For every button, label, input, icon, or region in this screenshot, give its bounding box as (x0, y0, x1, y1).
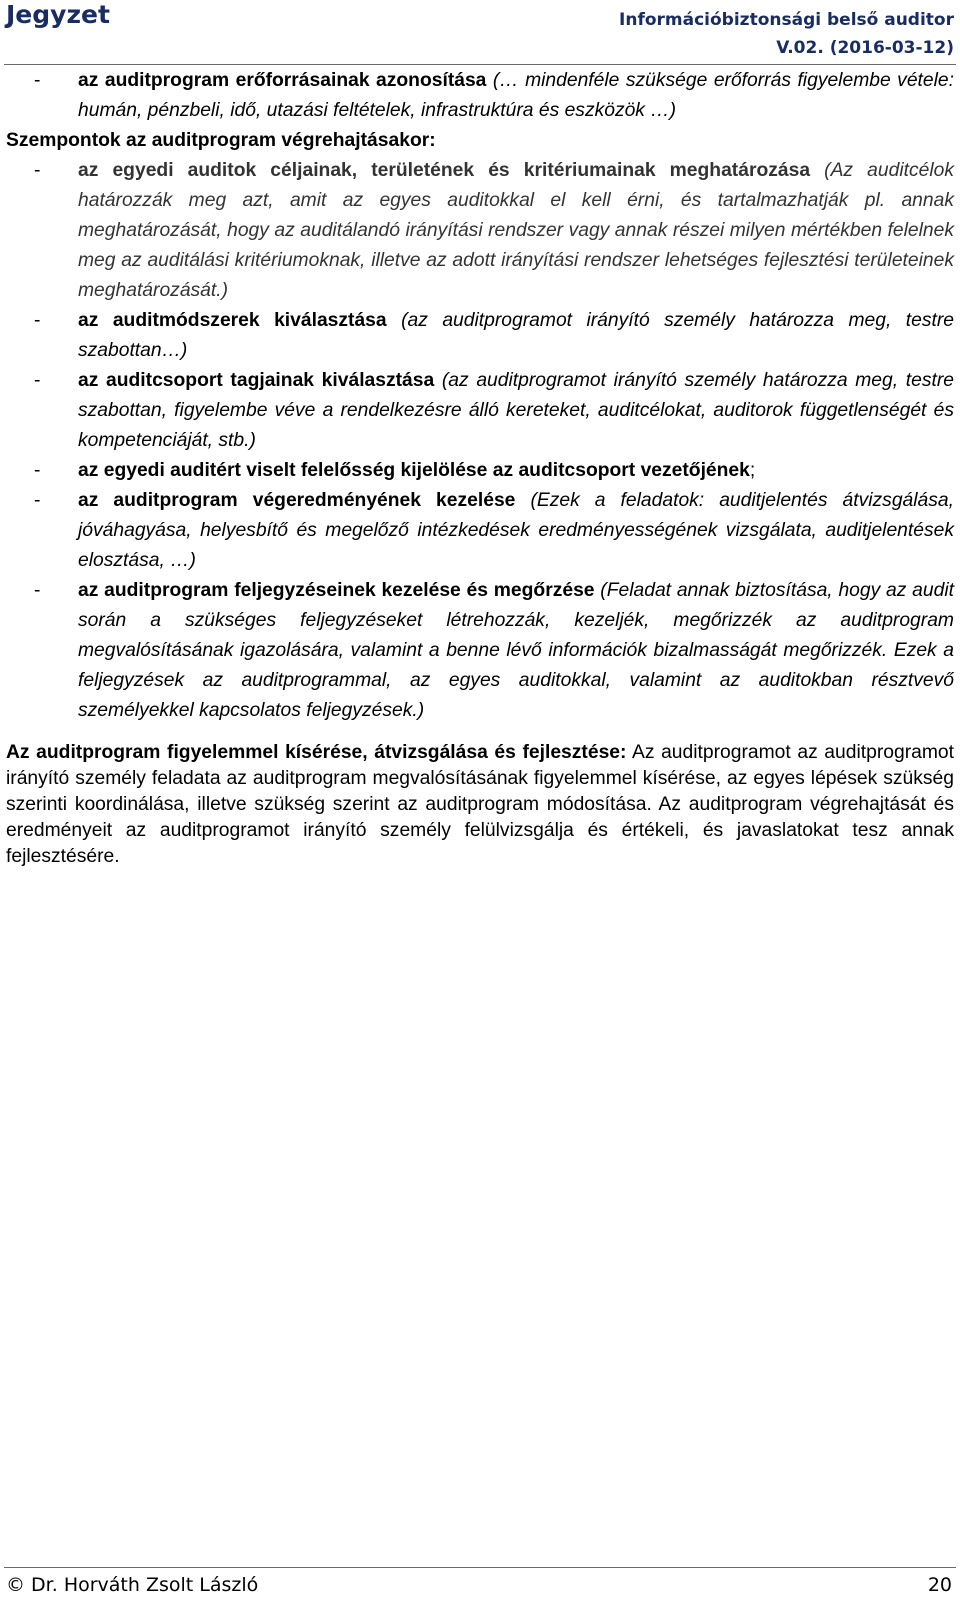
list-item-text (78, 66, 954, 126)
list-dash: - (34, 580, 41, 601)
list-item-rest: (… mindenféle szüksége erőforrás figyelembe vétele: humán, pénzbeli, idő, utazási feltételek, infrastruktúra és eszközök …) (78, 70, 954, 121)
list-item (6, 576, 954, 726)
section-heading: Szempontok az auditprogram végrehajtásakor: (6, 130, 436, 151)
list-item-rest: ; (749, 460, 756, 481)
footer-author: © Dr. Horváth Zsolt László (6, 1574, 259, 1596)
list-item-text (78, 366, 954, 456)
header-info (619, 6, 954, 62)
list-dash: - (34, 460, 41, 481)
list-dash: - (34, 490, 41, 511)
list-item-rest: (az auditprogramot irányító személy határozza meg, testre szabottan…) (78, 310, 954, 361)
list-item-rest: (Feladat annak biztosítása, hogy az audit során a szükséges feljegyzéseket létrehozzák, kezeljék, megőrizzék az auditprogram megvalósításának igazolására, valamint a benne lévő információk bizalmasságát megőrizzék. Ezek a feljegyzések az auditprogrammal, az egyes auditokkal, valamint az auditokban résztvevő személyekkel kapcsolatos feljegyzések.) (78, 580, 954, 721)
list-dash: - (34, 310, 41, 331)
list-item-text (78, 486, 954, 576)
list-item-text (78, 156, 954, 306)
list-item-bold: az auditcsoport tagjainak kiválasztása (78, 370, 435, 391)
list-item-rest: (az auditprogramot irányító személy határozza meg, testre szabottan, figyelembe véve a rendelkezésre álló kereteket, auditcélokat, auditorok függetlenségét és kompetenciáját, stb.) (78, 370, 954, 451)
page-number: 20 (927, 1574, 952, 1596)
list-item (6, 306, 954, 366)
list-item-bold: az auditprogram erőforrásainak azonosítása (78, 70, 487, 91)
footer-divider (4, 1567, 956, 1568)
page-content (6, 66, 954, 870)
list-item-rest: (Az auditcélok határozzák meg azt, amit az egyes auditokkal el kell érni, és tartalmazhatják pl. annak meghatározását, hogy az auditálandó irányítási rendszer vagy annak részei milyen mértékben felelnek meg az auditálási kritériumoknak, illetve az adott irányítási rendszer lehetséges fejlesztési területeinek meghatározását.) (78, 160, 954, 301)
document-version: V.02. (2016-03-12) (776, 38, 954, 58)
list-item-bold: az egyedi auditok céljainak, területének és kritériumainak meghatározása (78, 160, 811, 181)
list-item-bold: az auditmódszerek kiválasztása (78, 310, 387, 331)
list-dash: - (34, 70, 41, 91)
header-title: Jegyzet (6, 0, 110, 29)
list-item-text (78, 306, 954, 366)
list-item-bold: az auditprogram végeredményének kezelése (78, 490, 516, 511)
list-item-bold: az auditprogram feljegyzéseinek kezelése és megőrzése (78, 580, 595, 601)
list-item (6, 486, 954, 576)
list-item-text (78, 456, 954, 486)
list-item (6, 66, 954, 126)
list-dash: - (34, 160, 41, 181)
closing-bold: Az auditprogram figyelemmel kísérése, átvizsgálása és fejlesztése: (6, 742, 627, 763)
list-item (6, 156, 954, 306)
list-dash: - (34, 370, 41, 391)
document-name: Információbiztonsági belső auditor (619, 10, 954, 30)
closing-paragraph (6, 740, 954, 870)
list-item-rest: (Ezek a feladatok: auditjelentés átvizsgálása, jóváhagyása, helyesbítő és megelőző intézkedések eredményességének vizsgálata, auditjelentések elosztása, …) (78, 490, 954, 571)
list-item-bold: az egyedi auditért viselt felelősség kijelölése az auditcsoport vezetőjének (78, 460, 750, 481)
header-divider (4, 64, 956, 65)
list-item (6, 366, 954, 456)
list-item (6, 456, 954, 486)
closing-rest: Az auditprogramot az auditprogramot irányító személy feladata az auditprogram megvalósításának figyelemmel kísérése, az egyes lépések szükség szerinti koordinálása, illetve szükség szerint az auditprogram módosítása. Az auditprogram végrehajtását és eredményeit az auditprogramot irányító személy felülvizsgálja és értékeli, és javaslatokat tesz annak fejlesztésére. (6, 742, 954, 867)
list-item-text (78, 576, 954, 726)
